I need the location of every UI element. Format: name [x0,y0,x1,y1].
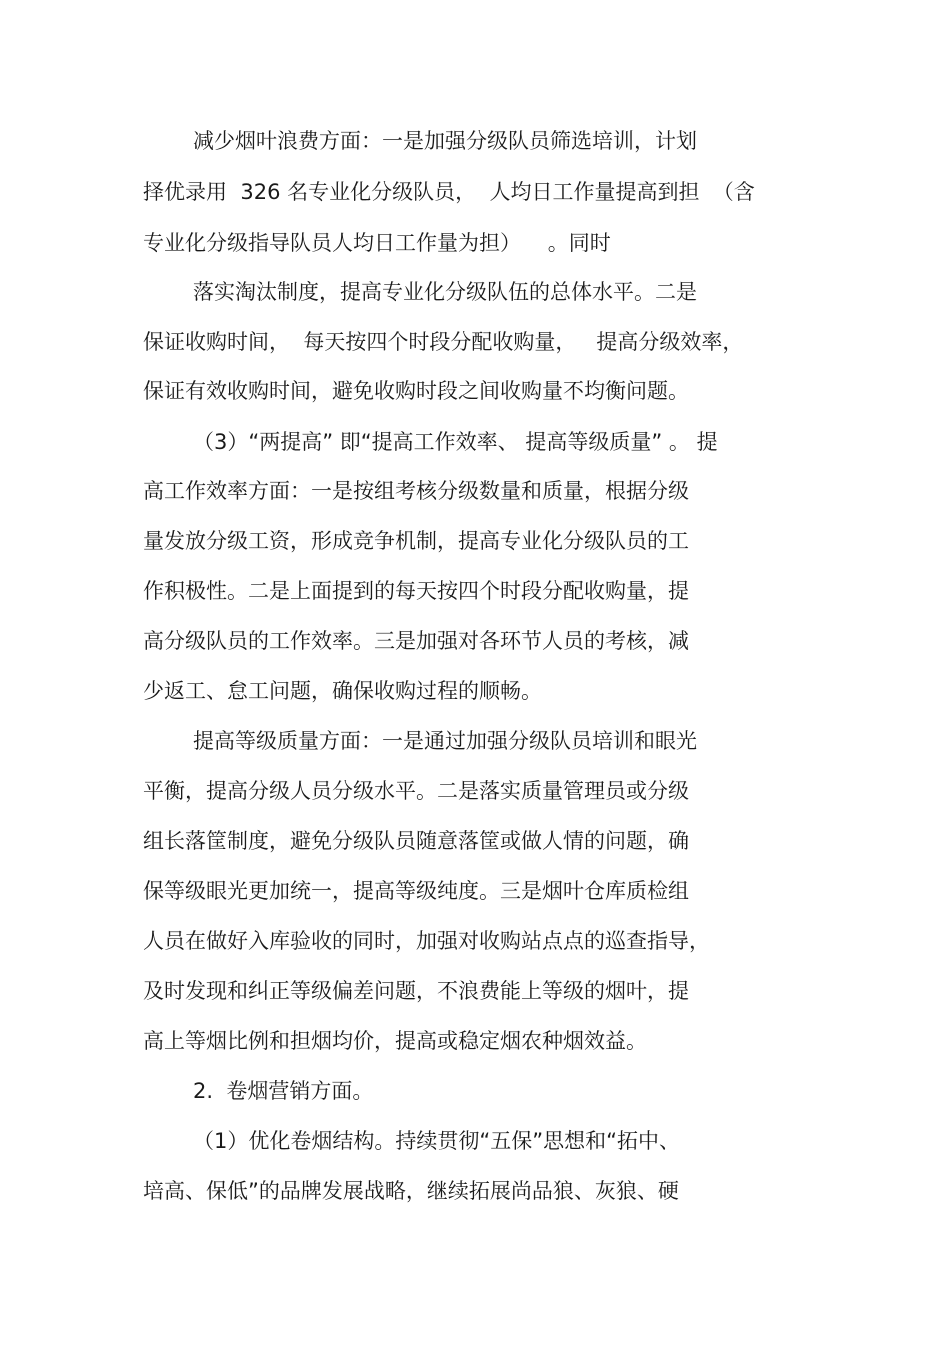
text-line: 人员在做好入库验收的同时，加强对收购站点点的巡查指导， [143,929,710,953]
text-line: （1）优化卷烟结构。持续贯彻“五保”思想和“拓中、 [193,1129,680,1153]
text-line: 高上等烟比例和担烟均价，提高或稳定烟农种烟效益。 [143,1029,647,1053]
text-line: 落实淘汰制度，提高专业化分级队伍的总体水平。二是 [193,280,697,304]
text-line: 专业化分级指导队员人均日工作量为担） 。同时 [143,231,611,255]
text-line: 量发放分级工资，形成竞争机制，提高专业化分级队员的工 [143,529,689,553]
text-line: 组长落筐制度，避免分级队员随意落筐或做人情的问题，确 [143,829,689,853]
text-line: 及时发现和纠正等级偏差问题，不浪费能上等级的烟叶，提 [143,979,689,1003]
text-line: （3）“两提高” 即“提高工作效率、 提高等级质量” 。 提 [193,430,718,454]
text-line: 择优录用 326 名专业化分级队员， 人均日工作量提高到担 （含 [143,180,755,204]
text-line: 作积极性。二是上面提到的每天按四个时段分配收购量，提 [143,579,689,603]
text-line: 平衡，提高分级人员分级水平。二是落实质量管理员或分级 [143,779,689,803]
text-line: 提高等级质量方面：一是通过加强分级队员培训和眼光 [193,729,697,753]
text-line: 培高、保低”的品牌发展战略，继续拓展尚品狼、灰狼、硬 [143,1179,679,1203]
text-line: 少返工、怠工问题，确保收购过程的顺畅。 [143,679,542,703]
text-line: 保证有效收购时间，避免收购时段之间收购量不均衡问题。 [143,379,689,403]
section-heading: 2. 卷烟营销方面。 [193,1079,374,1103]
text-line: 高分级队员的工作效率。三是加强对各环节人员的考核，减 [143,629,689,653]
text-line: 保等级眼光更加统一，提高等级纯度。三是烟叶仓库质检组 [143,879,689,903]
text-line: 高工作效率方面：一是按组考核分级数量和质量，根据分级 [143,479,689,503]
text-line: 减少烟叶浪费方面：一是加强分级队员筛选培训，计划 [193,129,697,153]
text-line: 保证收购时间， 每天按四个时段分配收购量， 提高分级效率， [143,330,744,354]
